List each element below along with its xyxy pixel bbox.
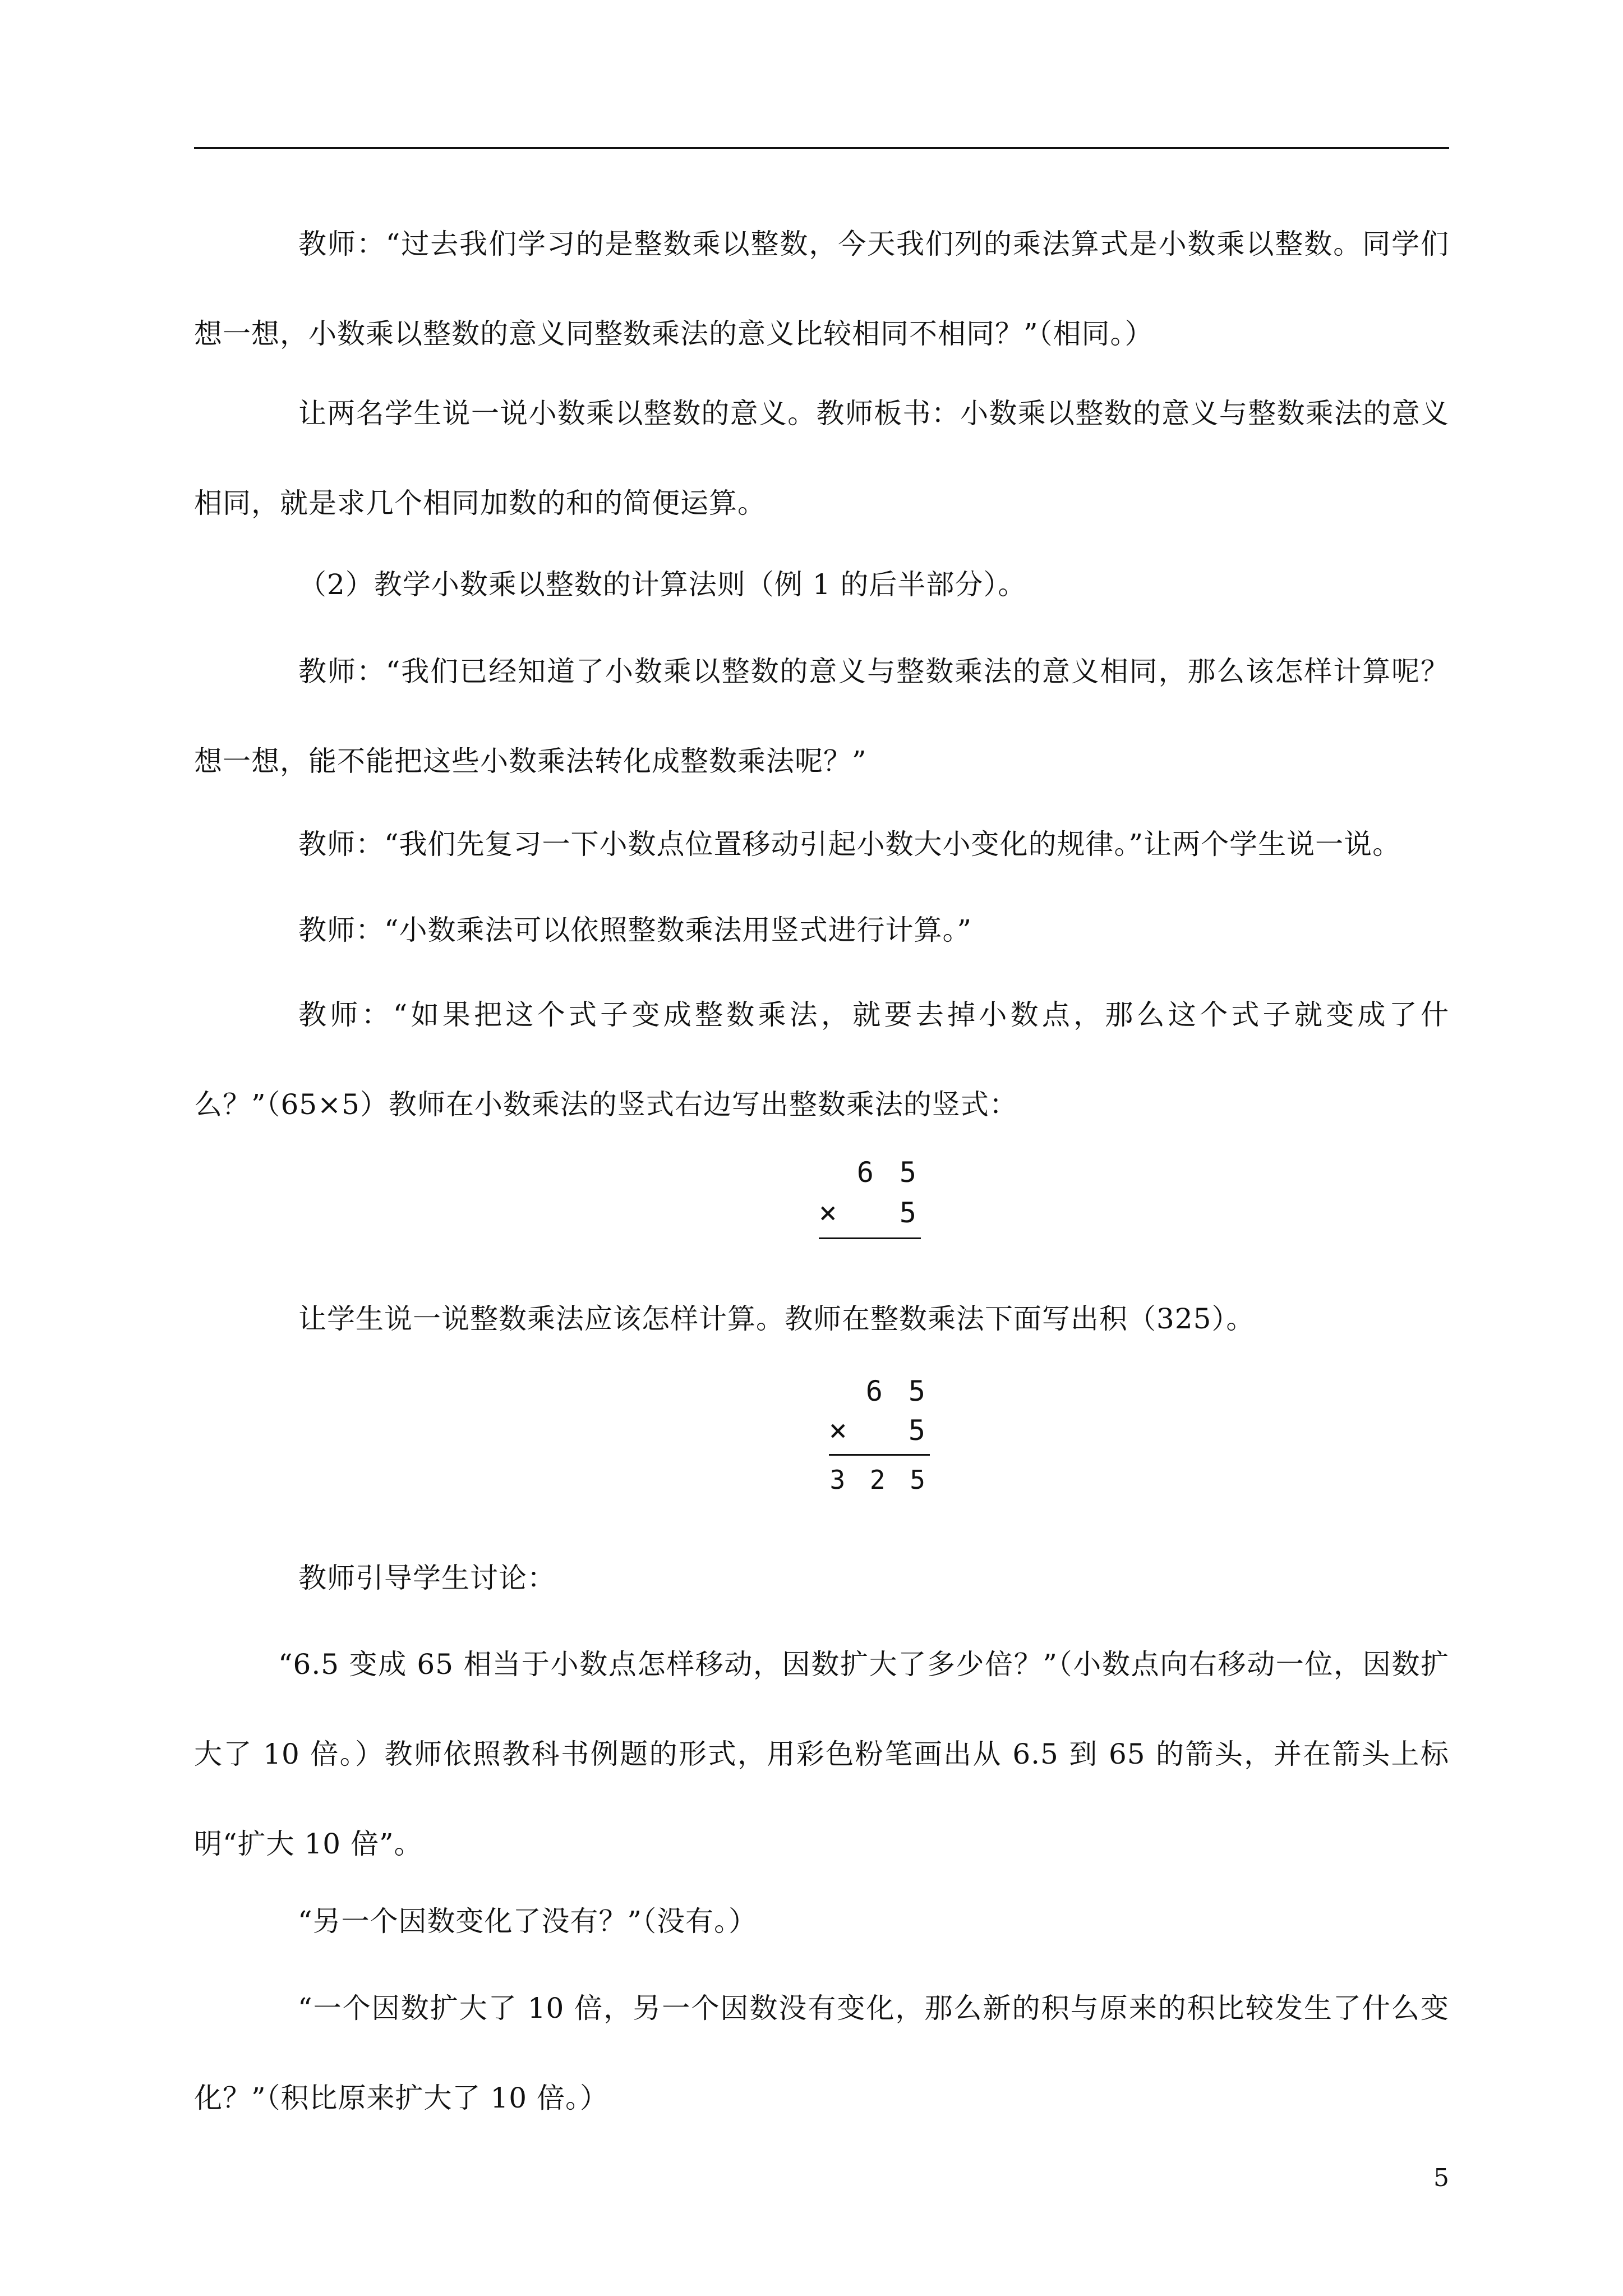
page-number: 5 — [1433, 2164, 1449, 2192]
paragraph-11: “另一个因数变化了没有？”（没有。） — [298, 1905, 758, 1938]
calc2-multiplier: 5 — [908, 1414, 930, 1447]
paragraph-9: 教师引导学生讨论： — [298, 1562, 556, 1594]
calc2-product: 3 2 5 — [829, 1465, 930, 1495]
paragraph-2: 让两名学生说一说小数乘以整数的意义。教师板书：小数乘以整数的意义与整数乘法的意义相同，就是求几个相同加数的和的简便运算。 — [194, 397, 1449, 519]
calc1-underline — [819, 1237, 921, 1239]
paragraph-1: 教师：“过去我们学习的是整数乘以整数，今天我们列的乘法算式是小数乘以整数。同学们想一想，小数乘以整数的意义同整数乘法的意义比较相同不相同？”（相同。） — [194, 228, 1449, 350]
paragraph-5: 教师：“我们先复习一下小数点位置移动引起小数大小变化的规律。”让两个学生说一说。 — [298, 828, 1401, 861]
calc1-multiplier: 5 — [899, 1197, 921, 1229]
header-rule — [194, 147, 1449, 149]
paragraph-10: “6.5 变成 65 相当于小数点怎样移动，因数扩大了多少倍？”（小数点向右移动一位，因数扩大了 10 倍。）教师依照教科书例题的形式，用彩色粉笔画出从 6.5 到 65 的箭头，并在箭头上标明“扩大 10 倍”。 — [194, 1648, 1449, 1860]
paragraph-12: “一个因数扩大了 10 倍，另一个因数没有变化，那么新的积与原来的积比较发生了什么变化？”（积比原来扩大了 10 倍。） — [194, 1992, 1449, 2114]
paragraph-8: 让学生说一说整数乘法应该怎样计算。教师在整数乘法下面写出积（325）。 — [298, 1303, 1255, 1335]
calc1-multiplicand: 6 5 — [856, 1156, 921, 1189]
paragraph-7: 教师：“如果把这个式子变成整数乘法，就要去掉小数点，那么这个式子就变成了什么？”（65×5）教师在小数乘法的竖式右边写出整数乘法的竖式： — [194, 999, 1449, 1121]
paragraph-3: （2）教学小数乘以整数的计算法则（例 1 的后半部分）。 — [298, 568, 1027, 601]
vertical-multiplication-1 — [819, 1156, 921, 1245]
calc2-underline — [829, 1454, 930, 1456]
paragraph-6: 教师：“小数乘法可以依照整数乘法用竖式进行计算。” — [298, 914, 972, 946]
vertical-multiplication-2 — [829, 1374, 930, 1503]
calc2-multiplicand: 6 5 — [865, 1375, 930, 1407]
calc2-times-sign: × — [829, 1412, 847, 1448]
paragraph-4: 教师：“我们已经知道了小数乘以整数的意义与整数乘法的意义相同，那么该怎样计算呢？想一想，能不能把这些小数乘法转化成整数乘法呢？” — [194, 655, 1449, 777]
calc1-times-sign: × — [819, 1195, 837, 1230]
